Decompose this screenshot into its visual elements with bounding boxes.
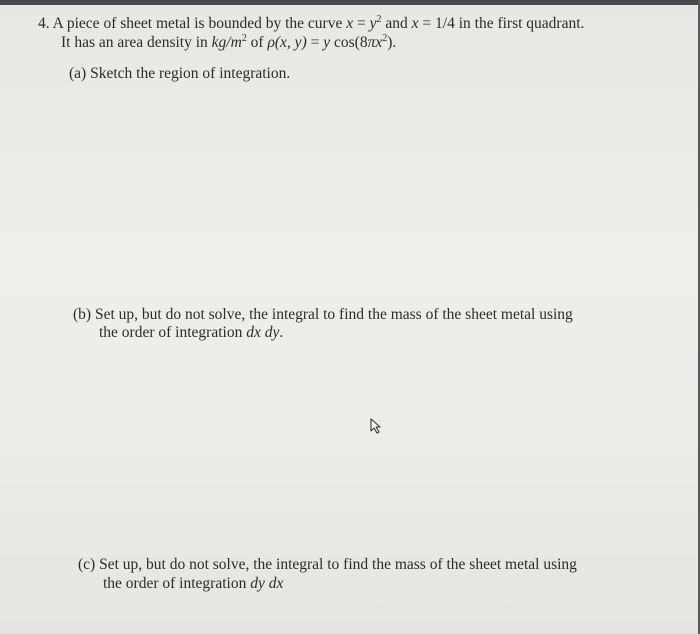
curve-eq: = — [353, 15, 370, 32]
part-b-line-1 — [73, 306, 573, 324]
bound-var: x — [411, 15, 419, 32]
curve-lhs: x — [346, 15, 354, 32]
problem-text-2a: It has an area density in — [61, 34, 212, 51]
problem-text-1a: A piece of sheet metal is bounded by the curve — [52, 15, 347, 32]
bound-eq: = 1/4 — [418, 15, 455, 32]
part-c-text-2: the order of integration — [103, 575, 251, 592]
part-c-order: dy dx — [250, 575, 284, 592]
part-b-order: dx dy — [246, 324, 280, 341]
problem-number: 4. — [38, 15, 50, 32]
part-a-text: Sketch the region of integration. — [90, 65, 291, 82]
problem-text-1c: in the first quadrant. — [454, 15, 585, 32]
curve-rhs: y — [369, 15, 377, 32]
problem-line-1 — [38, 15, 584, 33]
mouse-pointer-icon — [369, 418, 385, 434]
part-b-text-2: the order of integration — [99, 324, 247, 341]
part-b-line-2 — [99, 324, 283, 342]
density-eq: = — [306, 34, 324, 51]
part-a-label: (a) — [69, 65, 87, 82]
units-exp: 2 — [241, 33, 247, 44]
density-rhs-cos: cos(8 — [330, 34, 368, 51]
part-c-line-2 — [103, 575, 283, 593]
curve-exp: 2 — [376, 14, 382, 25]
density-lhs: ρ(x, y) — [267, 34, 307, 51]
units: kg/m — [211, 34, 242, 51]
problem-line-2 — [61, 34, 396, 52]
top-border — [0, 0, 700, 5]
part-c-label: (c) — [78, 556, 96, 573]
problem-text-1b: and — [381, 15, 412, 32]
part-b-end: . — [279, 324, 284, 341]
density-rhs-pix: πx — [367, 34, 383, 51]
part-c-text-1: Set up, but do not solve, the integral to find the mass of the sheet metal using — [99, 556, 577, 573]
density-exp: 2 — [382, 33, 388, 44]
problem-text-2b: of — [246, 34, 268, 51]
density-rhs-end: ). — [387, 34, 397, 51]
part-b-label: (b) — [73, 306, 92, 323]
part-b-text-1: Set up, but do not solve, the integral to find the mass of the sheet metal using — [94, 306, 573, 323]
part-a — [69, 65, 290, 83]
density-rhs-y: y — [323, 34, 331, 51]
part-c-line-1 — [78, 556, 577, 574]
